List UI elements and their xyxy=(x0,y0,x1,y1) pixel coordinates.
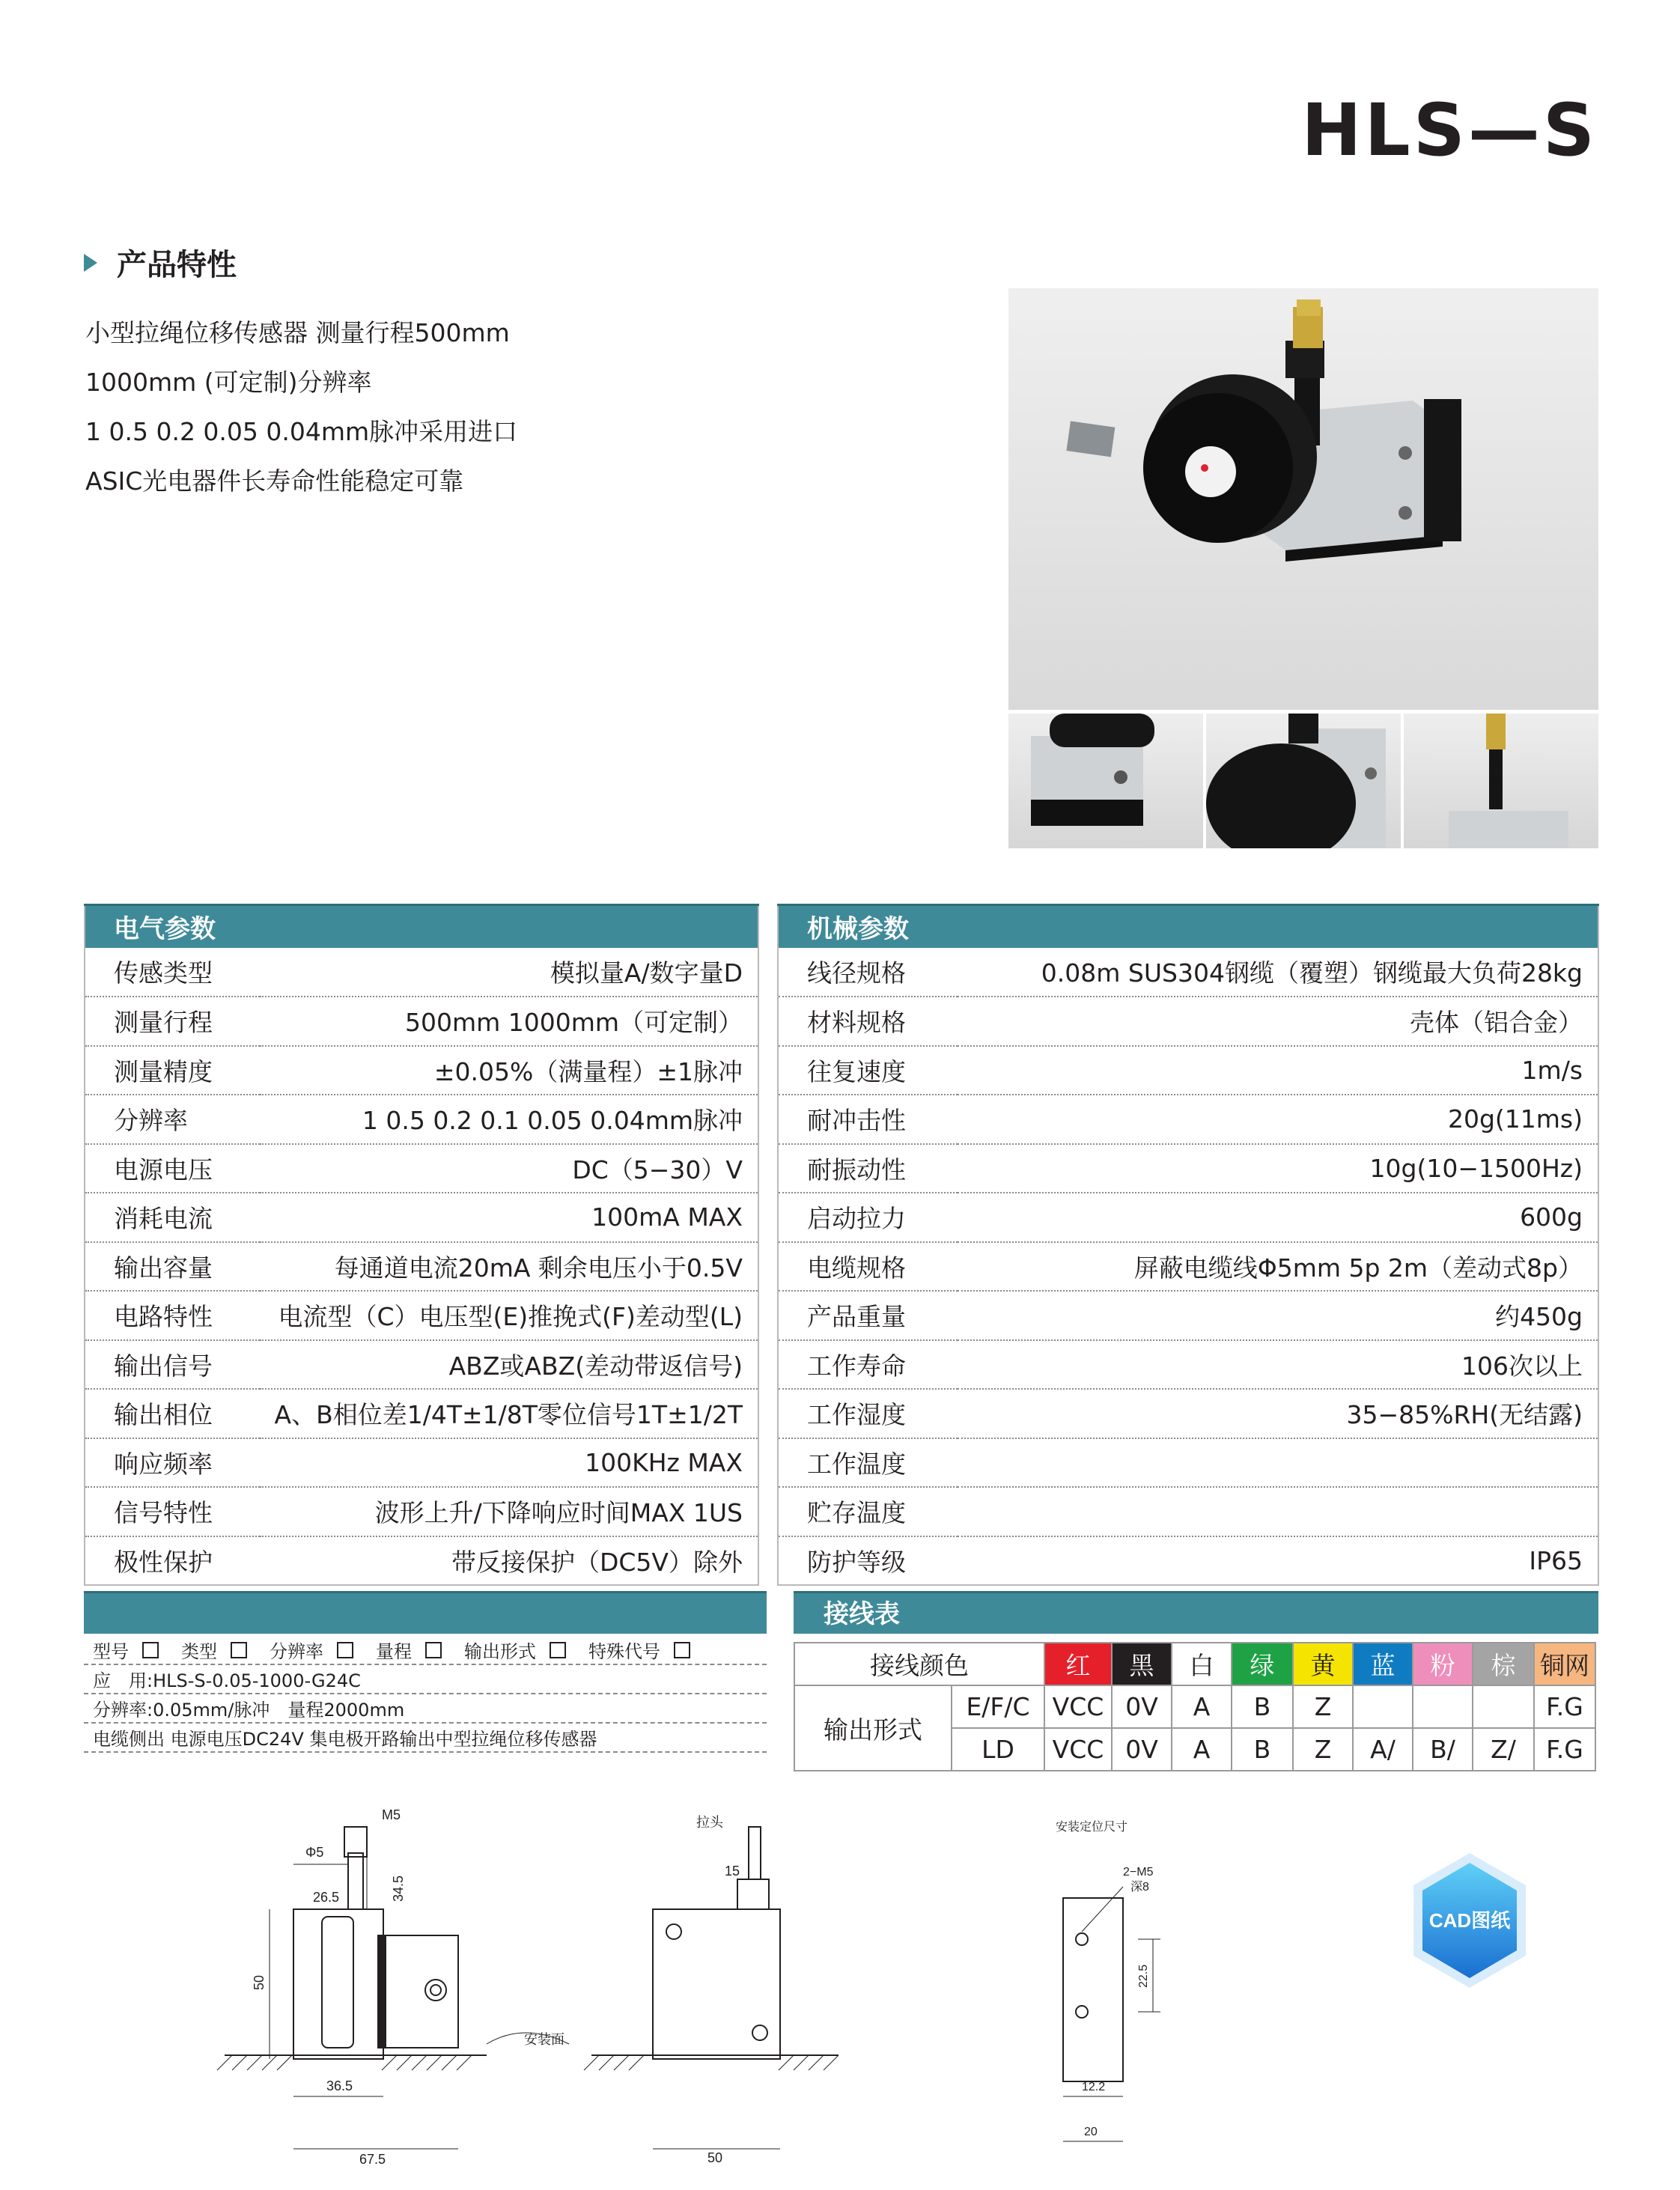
param-label: 工作湿度 xyxy=(778,1389,958,1438)
mount-face-label: 安装面 xyxy=(524,2032,564,2047)
param-label: 信号特性 xyxy=(85,1487,260,1536)
param-label: 工作温度 xyxy=(778,1438,958,1488)
param-value xyxy=(958,1438,1598,1488)
dim-50: 50 xyxy=(252,1974,267,1990)
dim-12-2: 12.2 xyxy=(1082,2081,1106,2093)
dim-36-5: 36.5 xyxy=(326,2078,353,2093)
feature-line: 小型拉绳位移传感器 测量行程500mm xyxy=(85,318,510,347)
field-label: 特殊代号 xyxy=(588,1641,660,1662)
wire-cell xyxy=(1473,1685,1534,1728)
color-label: 接线颜色 xyxy=(794,1643,1044,1685)
wire-cell: Z/ xyxy=(1473,1728,1534,1771)
electrical-params-table xyxy=(84,904,759,1586)
wire-color-yellow: 黄 xyxy=(1293,1643,1353,1685)
pull-head-label: 拉头 xyxy=(696,1815,723,1830)
table-row xyxy=(85,1536,758,1586)
param-value: DC（5−30）V xyxy=(260,1144,758,1193)
triangle-bullet-icon xyxy=(84,254,97,272)
dim-depth8: 深8 xyxy=(1130,1881,1149,1894)
dim-15: 15 xyxy=(725,1864,740,1879)
features-title: 产品特性 xyxy=(117,248,237,282)
checkbox-icon xyxy=(550,1642,566,1658)
param-label: 输出信号 xyxy=(85,1340,260,1390)
product-photo-thumb-1 xyxy=(1008,714,1203,848)
checkbox-icon xyxy=(337,1642,353,1658)
param-value: 带反接保护（DC5V）除外 xyxy=(260,1536,758,1586)
param-label: 输出容量 xyxy=(85,1242,260,1292)
features-heading xyxy=(84,241,237,284)
param-value xyxy=(958,1487,1598,1536)
table-row xyxy=(85,997,758,1046)
param-label: 耐冲击性 xyxy=(778,1095,958,1144)
wiring-row xyxy=(794,1685,1595,1728)
param-value: 1m/s xyxy=(958,1046,1598,1095)
table-row xyxy=(85,948,758,997)
param-value: 1 0.5 0.2 0.1 0.05 0.04mm脉冲 xyxy=(260,1095,758,1144)
param-value: 35−85%RH(无结露) xyxy=(958,1389,1598,1438)
param-label: 电缆规格 xyxy=(778,1242,958,1292)
wire-color-copper-mesh: 铜网 xyxy=(1534,1643,1595,1685)
wire-color-red: 红 xyxy=(1044,1643,1112,1685)
wire-cell: Z xyxy=(1293,1728,1353,1771)
param-label: 产品重量 xyxy=(778,1291,958,1340)
wire-cell xyxy=(1353,1685,1413,1728)
param-label: 响应频率 xyxy=(85,1438,260,1488)
mechanical-title: 机械参数 xyxy=(778,905,1598,948)
cad-drawing-badge[interactable] xyxy=(1406,1849,1533,1992)
param-value: 500mm 1000mm（可定制） xyxy=(260,997,758,1046)
checkbox-icon xyxy=(231,1642,247,1658)
output-type: E/F/C xyxy=(952,1685,1044,1728)
param-label: 材料规格 xyxy=(778,997,958,1046)
param-value: IP65 xyxy=(958,1536,1598,1586)
field-label: 分辨率 xyxy=(270,1641,323,1662)
feature-line: 1000mm (可定制)分辨率 xyxy=(85,368,372,397)
wire-cell: 0V xyxy=(1112,1685,1172,1728)
mounting-drawing xyxy=(1063,1887,1160,2141)
table-row xyxy=(85,1438,758,1488)
cad-label: CAD图纸 xyxy=(1428,1909,1511,1932)
param-value: 600g xyxy=(958,1193,1598,1242)
product-photo-main xyxy=(1008,288,1598,710)
wire-color-brown: 棕 xyxy=(1473,1643,1534,1685)
param-label: 极性保护 xyxy=(85,1536,260,1586)
dim-22-5: 22.5 xyxy=(1137,1964,1150,1988)
table-row xyxy=(778,948,1598,997)
table-row xyxy=(778,1291,1598,1340)
order-code-block xyxy=(84,1636,767,1753)
param-value: 模拟量A/数字量D xyxy=(260,948,758,997)
output-label: 输出形式 xyxy=(794,1685,952,1771)
table-row xyxy=(778,1095,1598,1144)
param-label: 贮存温度 xyxy=(778,1487,958,1536)
table-row xyxy=(85,1291,758,1340)
param-label: 启动拉力 xyxy=(778,1193,958,1242)
order-field xyxy=(588,1637,690,1663)
mount-position-label: 安装定位尺寸 xyxy=(1056,1821,1128,1834)
table-row xyxy=(85,1487,758,1536)
product-photo-thumb-3 xyxy=(1404,714,1598,848)
dim-34-5: 34.5 xyxy=(391,1875,406,1902)
wire-cell: B/ xyxy=(1413,1728,1473,1771)
field-label: 类型 xyxy=(181,1641,217,1662)
dim-67-5: 67.5 xyxy=(359,2152,386,2167)
param-value: ABZ或ABZ(差动带返信号) xyxy=(260,1340,758,1390)
wiring-table xyxy=(794,1642,1596,1771)
wire-color-black: 黑 xyxy=(1112,1643,1172,1685)
wire-cell: Z xyxy=(1293,1685,1353,1728)
param-value: 每通道电流20mA 剩余电压小于0.5V xyxy=(260,1242,758,1292)
checkbox-icon xyxy=(142,1642,159,1658)
table-row xyxy=(85,1193,758,1242)
table-row xyxy=(778,1389,1598,1438)
table-row xyxy=(778,1340,1598,1390)
checkbox-icon xyxy=(425,1642,442,1658)
param-label: 线径规格 xyxy=(778,948,958,997)
dim-26-5: 26.5 xyxy=(313,1890,340,1905)
wire-cell: VCC xyxy=(1044,1685,1112,1728)
param-label: 传感类型 xyxy=(85,948,260,997)
table-row xyxy=(85,1144,758,1193)
mechanical-params-table xyxy=(777,904,1599,1586)
order-field xyxy=(93,1637,159,1663)
param-label: 工作寿命 xyxy=(778,1340,958,1390)
wire-cell: VCC xyxy=(1044,1728,1112,1771)
color-row xyxy=(794,1643,1595,1685)
electrical-title: 电气参数 xyxy=(85,905,758,948)
param-value: 106次以上 xyxy=(958,1340,1598,1390)
checkbox-icon xyxy=(674,1642,690,1658)
param-value: 壳体（铝合金） xyxy=(958,997,1598,1046)
wiring-title: 接线表 xyxy=(794,1591,1598,1634)
param-value: ±0.05%（满量程）±1脉冲 xyxy=(260,1046,758,1095)
table-row xyxy=(778,1242,1598,1292)
param-value: 100KHz MAX xyxy=(260,1438,758,1488)
order-field xyxy=(464,1637,566,1663)
param-label: 测量行程 xyxy=(85,997,260,1046)
field-label: 型号 xyxy=(93,1641,129,1662)
order-description: 电缆侧出 电源电压DC24V 集电极开路输出中型拉绳位移传感器 xyxy=(84,1724,767,1753)
param-label: 输出相位 xyxy=(85,1389,260,1438)
wire-color-pink: 粉 xyxy=(1413,1643,1473,1685)
wire-cell: B xyxy=(1232,1728,1293,1771)
product-photo-thumb-2 xyxy=(1206,714,1401,848)
dim-50b: 50 xyxy=(707,2150,723,2165)
param-label: 分辨率 xyxy=(85,1095,260,1144)
param-label: 测量精度 xyxy=(85,1046,260,1095)
param-value: 屏蔽电缆线Φ5mm 5p 2m（差动式8p） xyxy=(958,1242,1598,1292)
param-label: 电源电压 xyxy=(85,1144,260,1193)
dim-2-m5: 2−M5 xyxy=(1123,1866,1154,1879)
order-spec: 分辨率:0.05mm/脉冲 量程2000mm xyxy=(84,1694,767,1724)
order-code-bar xyxy=(84,1591,767,1634)
wire-color-white: 白 xyxy=(1172,1643,1232,1685)
param-label: 消耗电流 xyxy=(85,1193,260,1242)
param-value: 10g(10−1500Hz) xyxy=(958,1144,1598,1193)
front-view-drawing xyxy=(487,1827,839,2149)
param-value: 波形上升/下降响应时间MAX 1US xyxy=(260,1487,758,1536)
table-row xyxy=(85,1046,758,1095)
table-row xyxy=(778,1438,1598,1488)
table-row xyxy=(778,1487,1598,1536)
order-field xyxy=(270,1637,353,1663)
param-label: 防护等级 xyxy=(778,1536,958,1586)
feature-line: ASIC光电器件长寿命性能稳定可靠 xyxy=(85,466,464,496)
table-row xyxy=(778,1046,1598,1095)
table-row xyxy=(85,1242,758,1292)
param-value: A、B相位差1/4T±1/8T零位信号1T±1/2T xyxy=(260,1389,758,1438)
order-example: 应 用:HLS-S-0.05-1000-G24C xyxy=(84,1665,767,1694)
order-field xyxy=(181,1637,247,1663)
dim-phi5: Φ5 xyxy=(305,1845,324,1860)
table-row xyxy=(778,1536,1598,1586)
table-row xyxy=(778,1144,1598,1193)
order-fields-row xyxy=(84,1636,767,1665)
wire-cell: 0V xyxy=(1112,1728,1172,1771)
param-value: 100mA MAX xyxy=(260,1193,758,1242)
wire-color-green: 绿 xyxy=(1232,1643,1293,1685)
dim-20: 20 xyxy=(1084,2126,1098,2138)
wire-cell xyxy=(1413,1685,1473,1728)
param-value: 电流型（C）电压型(E)推挽式(F)差动型(L) xyxy=(260,1291,758,1340)
wire-color-blue: 蓝 xyxy=(1353,1643,1413,1685)
param-label: 往复速度 xyxy=(778,1046,958,1095)
param-label: 电路特性 xyxy=(85,1291,260,1340)
table-row xyxy=(85,1389,758,1438)
dim-m5: M5 xyxy=(382,1807,401,1822)
model-title: HLS—S xyxy=(1301,88,1598,172)
param-value: 20g(11ms) xyxy=(958,1095,1598,1144)
wire-cell: B xyxy=(1232,1685,1293,1728)
wire-cell: F.G xyxy=(1534,1685,1595,1728)
feature-line: 1 0.5 0.2 0.05 0.04mm脉冲采用进口 xyxy=(85,417,518,446)
param-label: 耐振动性 xyxy=(778,1144,958,1193)
param-value: 0.08m SUS304钢缆（覆塑）钢缆最大负荷28kg xyxy=(958,948,1598,997)
wire-cell: A xyxy=(1172,1685,1232,1728)
field-label: 输出形式 xyxy=(464,1641,536,1662)
table-row xyxy=(778,997,1598,1046)
table-row xyxy=(85,1340,758,1390)
field-label: 量程 xyxy=(376,1641,412,1662)
order-field xyxy=(376,1637,442,1663)
table-row xyxy=(85,1095,758,1144)
features-text xyxy=(85,308,517,506)
table-row xyxy=(778,1193,1598,1242)
wire-cell: F.G xyxy=(1534,1728,1595,1771)
wire-cell: A/ xyxy=(1353,1728,1413,1771)
wire-cell: A xyxy=(1172,1728,1232,1771)
output-type: LD xyxy=(952,1728,1044,1771)
param-value: 约450g xyxy=(958,1291,1598,1340)
